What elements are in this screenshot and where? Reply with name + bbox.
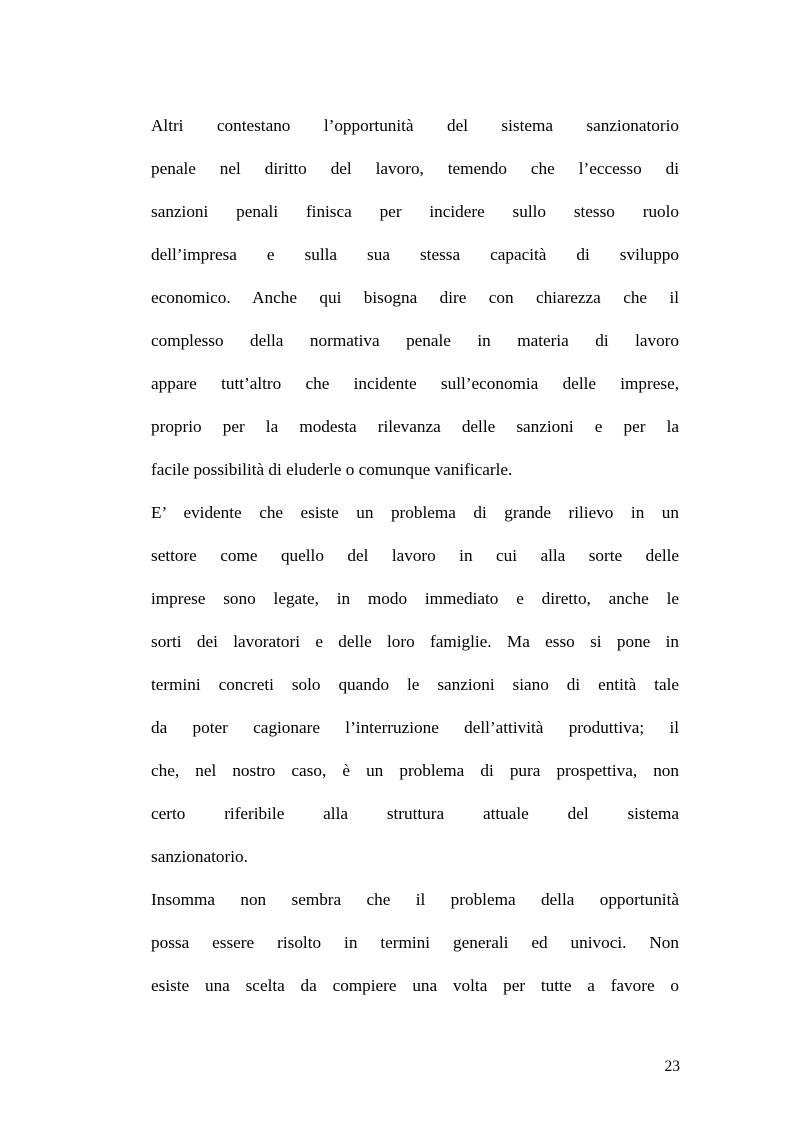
page-number: 23 [664,1058,680,1075]
text-line: E’ evidente che esiste un problema di grande rilievo in un [151,503,679,522]
text-line: possa essere risolto in termini generali ed univoci. Non [151,933,679,952]
text-line: proprio per la modesta rilevanza delle sanzioni e per la [151,417,679,436]
text-line: complesso della normativa penale in materia di lavoro [151,331,679,350]
text-line: penale nel diritto del lavoro, temendo che l’eccesso di [151,159,679,178]
text-line: settore come quello del lavoro in cui alla sorte delle [151,546,679,565]
text-line: economico. Anche qui bisogna dire con chiarezza che il [151,288,679,307]
text-line: che, nel nostro caso, è un problema di pura prospettiva, non [151,761,679,780]
text-line: certo riferibile alla struttura attuale del sistema [151,804,679,823]
text-line: dell’impresa e sulla sua stessa capacità di sviluppo [151,245,679,264]
text-line: esiste una scelta da compiere una volta per tutte a favore o [151,976,679,995]
text-line: sanzionatorio. [151,847,248,866]
text-line: sorti dei lavoratori e delle loro famiglie. Ma esso si pone in [151,632,679,651]
text-line: sanzioni penali finisca per incidere sullo stesso ruolo [151,202,679,221]
text-line: da poter cagionare l’interruzione dell’attività produttiva; il [151,718,679,737]
text-line: termini concreti solo quando le sanzioni siano di entità tale [151,675,679,694]
text-line: imprese sono legate, in modo immediato e diretto, anche le [151,589,679,608]
text-line: appare tutt’altro che incidente sull’economia delle imprese, [151,374,679,393]
text-line: facile possibilità di eluderle o comunque vanificarle. [151,460,513,479]
text-line: Insomma non sembra che il problema della opportunità [151,890,679,909]
text-line: Altri contestano l’opportunità del sistema sanzionatorio [151,116,679,135]
